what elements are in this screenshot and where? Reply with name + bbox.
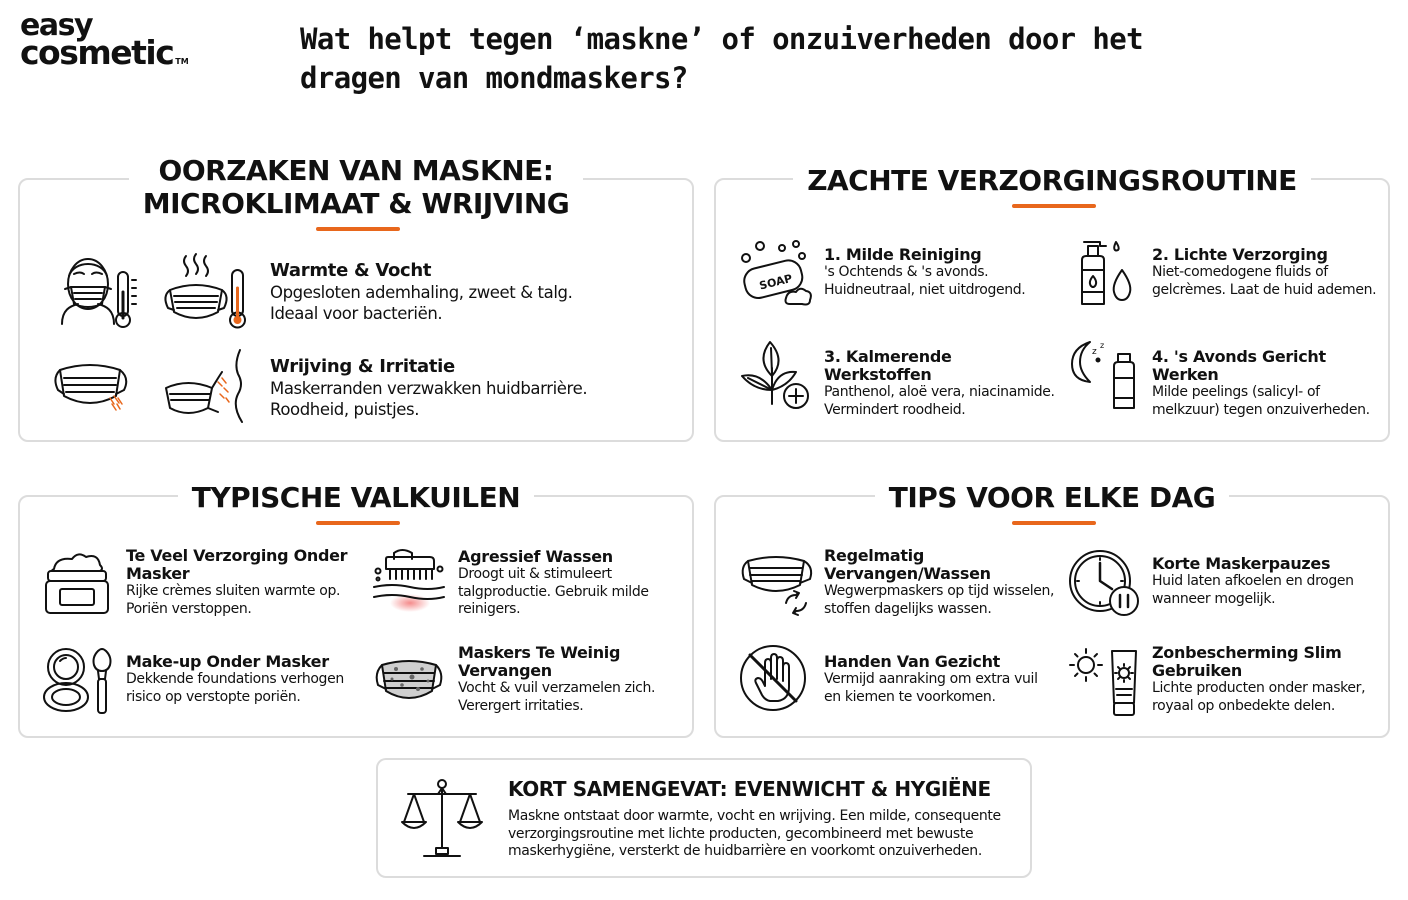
- summary-line: verzorgingsroutine met lichte producten, gecombineerd met bewuste: [508, 825, 974, 842]
- page-title: Wat helpt tegen ‘maskne’ of onzuiverheden door het dragen van mondmaskers?: [300, 22, 1143, 95]
- balance-scale-icon: [400, 778, 484, 860]
- steaming-mask-thermometer-icon: [162, 252, 252, 330]
- routine-item-evening: [1152, 348, 1386, 419]
- causes-item-friction: [270, 356, 680, 420]
- routine-accent-bar: [1012, 204, 1096, 208]
- tips-accent-bar: [1012, 521, 1096, 525]
- causes-item-title: Wrijving & Irritatie: [270, 356, 455, 377]
- pitfalls-item-aggressive-washing: [458, 548, 688, 619]
- tips-panel: [714, 481, 1390, 738]
- no-touch-hand-icon: [738, 643, 808, 713]
- routine-item-line: Vermindert roodheid.: [824, 401, 966, 418]
- causes-item-line: Opgesloten ademhaling, zweet & talg.: [270, 283, 573, 302]
- summary-heading: KORT SAMENGEVAT: EVENWICHT & HYGIËNE: [508, 777, 991, 801]
- masked-face-thermometer-icon: [56, 252, 138, 330]
- causes-item-line: Roodheid, puistjes.: [270, 400, 420, 419]
- tips-item-line: Lichte producten onder masker,: [1152, 680, 1366, 696]
- causes-accent-bar: [316, 227, 400, 231]
- tips-item-sun-protection: [1152, 644, 1384, 715]
- dirty-mask-icon: [372, 655, 446, 707]
- pitfalls-item-title: Make-up Onder Masker: [126, 652, 329, 671]
- routine-item-title: 3. Kalmerende Werkstoffen: [824, 347, 952, 384]
- summary-panel: [376, 758, 1032, 878]
- summary-line: maskerhygiëne, versterkt de huidbarrière en voorkomt onzuiverheden.: [508, 843, 982, 859]
- tips-item-line: Wegwerpmaskers op tijd wisselen,: [824, 583, 1055, 599]
- pitfalls-item-not-replacing: [458, 644, 688, 715]
- clock-pause-icon: [1068, 549, 1140, 617]
- routine-item-line: gelcrèmes. Laat de huid ademen.: [1152, 281, 1377, 298]
- svg-text:SOAP: SOAP: [757, 271, 794, 293]
- mask-irritation-icon: [52, 356, 134, 418]
- causes-panel: [18, 154, 694, 442]
- routine-item-line: Huidneutraal, niet uitdrogend.: [824, 281, 1026, 298]
- pitfalls-item-title: Te Veel Verzorging Onder: [126, 546, 348, 565]
- pump-bottle-drop-icon: [1070, 236, 1140, 308]
- routine-item-cleansing: [824, 246, 1054, 299]
- tips-item-line: stoffen dagelijks wassen.: [824, 600, 992, 617]
- compact-brush-icon: [42, 645, 116, 717]
- tips-item-line: en kiemen te voorkomen.: [824, 688, 996, 705]
- tips-item-line: royaal op onbedekte delen.: [1152, 697, 1336, 714]
- pitfalls-item-line: Vocht & vuil verzamelen zich.: [458, 680, 656, 696]
- summary-content: [508, 776, 1018, 861]
- soap-icon: [738, 236, 814, 308]
- tips-item-replace-wash: [824, 547, 1074, 618]
- causes-item-heat: [270, 260, 680, 324]
- summary-line: Maskne ontstaat door warmte, vocht en wrijving. Een milde, consequente: [508, 808, 1001, 824]
- tips-item-line: wanneer mogelijk.: [1152, 590, 1276, 607]
- routine-item-line: Panthenol, aloë vera, niacinamide.: [824, 384, 1055, 400]
- routine-item-title: 2. Lichte Verzorging: [1152, 245, 1328, 264]
- pitfalls-item-line: risico op verstopte poriën.: [126, 688, 301, 705]
- tips-item-title: Vervangen/Wassen: [824, 564, 991, 583]
- tips-item-line: Vermijd aanraking om extra vuil: [824, 671, 1038, 687]
- pitfalls-item-title: Agressief Wassen: [458, 547, 613, 566]
- causes-item-line: Maskerranden verzwakken huidbarrière.: [270, 379, 588, 398]
- routine-item-line: Milde peelings (salicyl- of: [1152, 384, 1320, 400]
- pitfalls-item-title: Vervangen: [458, 661, 552, 680]
- routine-heading: ZACHTE VERZORGINGSROUTINE: [716, 164, 1388, 197]
- causes-item-title: Warmte & Vocht: [270, 260, 432, 281]
- pitfalls-item-title: Maskers Te Weinig: [458, 643, 621, 662]
- causes-item-line: Ideaal voor bacteriën.: [270, 304, 443, 323]
- svg-text:z: z: [1092, 347, 1097, 357]
- pitfalls-item-makeup: [126, 653, 366, 706]
- moon-bottle-icon: [1066, 338, 1142, 412]
- sun-sunscreen-icon: [1068, 643, 1144, 719]
- tips-item-title: Korte Maskerpauzes: [1152, 554, 1331, 573]
- tips-item-title: Zonbescherming Slim: [1152, 643, 1342, 662]
- mask-cheek-irritation-icon: [162, 348, 252, 428]
- routine-item-soothing: [824, 348, 1064, 419]
- routine-item-line: Niet-comedogene fluids of: [1152, 264, 1328, 280]
- logo-trademark: TM: [175, 56, 189, 66]
- logo-line2: cosmetic ™: [20, 32, 189, 72]
- mask-refresh-icon: [738, 551, 816, 617]
- tips-heading: TIPS VOOR ELKE DAG: [716, 481, 1388, 514]
- pitfalls-item-line: Rijke crèmes sluiten warmte op.: [126, 583, 341, 599]
- routine-item-light-care: [1152, 246, 1386, 299]
- routine-item-line: 's Ochtends & 's avonds.: [824, 264, 989, 280]
- svg-text:z: z: [1100, 341, 1105, 350]
- causes-heading: OORZAKEN VAN MASKNE: MICROKLIMAAT & WRIJVING: [20, 154, 692, 220]
- pitfalls-item-title: Masker: [126, 564, 190, 583]
- pitfalls-panel: [18, 481, 694, 738]
- pitfalls-accent-bar: [316, 521, 400, 525]
- pitfalls-item-too-much-care: [126, 547, 354, 618]
- pitfalls-heading: TYPISCHE VALKUILEN: [20, 481, 692, 514]
- tips-item-mask-breaks: [1152, 555, 1382, 608]
- cream-jar-icon: [42, 549, 112, 617]
- tips-item-hands-off: [824, 653, 1064, 706]
- pitfalls-item-line: Verergert irritaties.: [458, 697, 584, 714]
- pitfalls-item-line: reinigers.: [458, 601, 521, 617]
- routine-panel: [714, 164, 1390, 442]
- routine-item-title: 4. 's Avonds Gericht Werken: [1152, 347, 1326, 384]
- tips-item-title: Regelmatig: [824, 546, 925, 565]
- pitfalls-item-line: talgproductie. Gebruik milde: [458, 583, 649, 600]
- tips-item-title: Handen Van Gezicht: [824, 652, 1001, 671]
- pitfalls-item-line: Droogt uit & stimuleert: [458, 566, 612, 582]
- logo: [20, 8, 189, 72]
- pitfalls-item-line: Poriën verstoppen.: [126, 600, 252, 617]
- pitfalls-item-line: Dekkende foundations verhogen: [126, 671, 344, 687]
- tips-item-title: Gebruiken: [1152, 661, 1242, 680]
- tips-item-line: Huid laten afkoelen en drogen: [1152, 573, 1354, 589]
- routine-item-title: 1. Milde Reiniging: [824, 245, 982, 264]
- leaves-plus-icon: [738, 338, 814, 412]
- scrub-brush-icon: [372, 547, 446, 621]
- routine-item-line: melkzuur) tegen onzuiverheden.: [1152, 401, 1370, 418]
- logo-line1: easy: [20, 8, 93, 43]
